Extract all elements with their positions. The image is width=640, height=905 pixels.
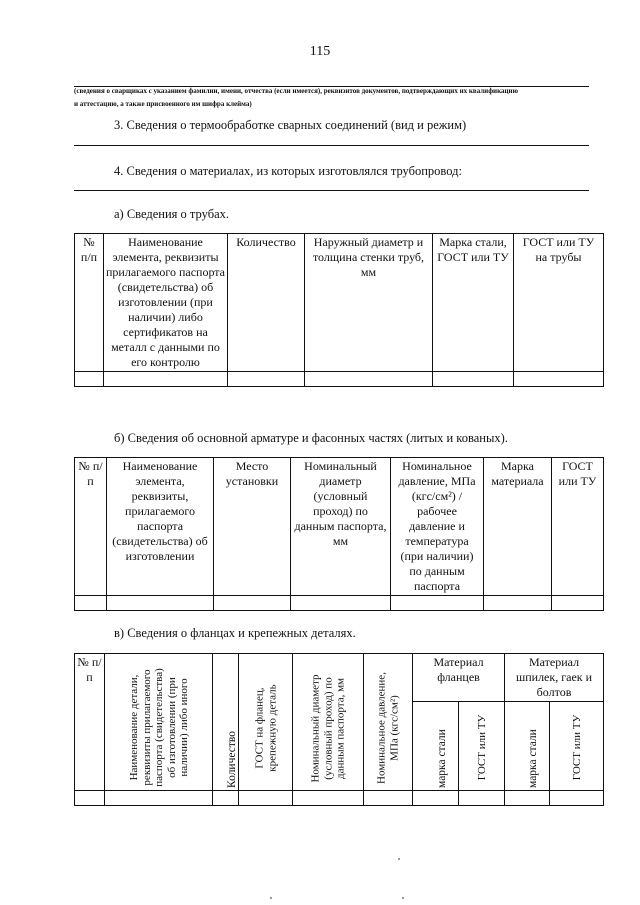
table-cell[interactable] xyxy=(105,791,213,806)
table-row xyxy=(75,596,604,611)
fittings-table xyxy=(74,457,604,611)
table-cell[interactable] xyxy=(391,596,484,611)
flanges-sub-fastener-gost xyxy=(550,702,604,791)
flanges-sub-fastener-steel xyxy=(505,702,550,791)
scan-speck xyxy=(398,858,400,860)
fittings-col-pressure: Номинальное давление, МПа (кгс/см²) / рабочее давление и температура (при наличии) по данным паспорта xyxy=(391,458,484,596)
fittings-header-row xyxy=(75,458,604,596)
table-cell[interactable] xyxy=(228,372,305,387)
page-number: 115 xyxy=(309,44,331,59)
table-cell[interactable] xyxy=(484,596,552,611)
table-cell[interactable] xyxy=(239,791,293,806)
flanges-sub-fastener-steel-text: марка стали xyxy=(527,729,540,788)
flanges-col-pressure-text: Номинальное давление, МПа (кгс/см²) xyxy=(375,672,400,784)
table-cell[interactable] xyxy=(75,372,104,387)
welders-caption-line2: и аттестацию, а также присвоенного им шифра клейма) xyxy=(74,100,252,108)
table-cell[interactable] xyxy=(552,596,604,611)
flanges-col-qty xyxy=(213,654,239,791)
flanges-col-name xyxy=(105,654,213,791)
flanges-sub-flange-gost xyxy=(459,702,505,791)
table-row xyxy=(75,372,604,387)
table-cell[interactable] xyxy=(75,791,105,806)
flanges-col-pressure xyxy=(364,654,413,791)
table-cell[interactable] xyxy=(107,596,214,611)
flanges-sub-flange-gost-text: ГОСТ или ТУ xyxy=(475,714,488,780)
flanges-sub-fastener-gost-text: ГОСТ или ТУ xyxy=(570,714,583,780)
scan-speck xyxy=(270,897,272,899)
table-cell[interactable] xyxy=(305,372,433,387)
flanges-col-qty-text: Количество xyxy=(225,731,238,788)
pipes-col-steel: Марка стали, ГОСТ или ТУ xyxy=(433,234,514,372)
flanges-col-no: № п/п xyxy=(75,654,105,791)
pipes-col-qty: Количество xyxy=(228,234,305,372)
flanges-group-fastener-material: Материал шпилек, гаек и болтов xyxy=(505,654,604,702)
table-cell[interactable] xyxy=(505,791,550,806)
table-cell[interactable] xyxy=(433,372,514,387)
fittings-heading: б) Сведения об основной арматуре и фасонных частях (литых и кованых). xyxy=(114,431,508,445)
table-cell[interactable] xyxy=(364,791,413,806)
section3-heading: 3. Сведения о термообработке сварных соединений (вид и режим) xyxy=(114,118,467,132)
flanges-col-diameter xyxy=(293,654,364,791)
fittings-col-diameter: Номинальный диаметр (условный проход) по данным паспорта, мм xyxy=(291,458,391,596)
pipes-col-gost: ГОСТ или ТУ на трубы xyxy=(514,234,604,372)
pipes-col-no: № п/п xyxy=(75,234,104,372)
table-cell[interactable] xyxy=(75,596,107,611)
table-cell[interactable] xyxy=(293,791,364,806)
flanges-sub-flange-steel xyxy=(413,702,459,791)
section4-heading: 4. Сведения о материалах, из которых изготовлялся трубопровод: xyxy=(114,164,462,178)
table-row xyxy=(75,791,604,806)
table-cell[interactable] xyxy=(550,791,604,806)
pipes-header-row xyxy=(75,234,604,372)
table-cell[interactable] xyxy=(459,791,505,806)
flanges-heading: в) Сведения о фланцах и крепежных деталях. xyxy=(114,626,356,640)
section4-fill-line xyxy=(74,190,589,191)
table-cell[interactable] xyxy=(291,596,391,611)
flanges-table xyxy=(74,653,604,806)
section3-fill-line xyxy=(74,145,589,146)
flanges-sub-flange-steel-text: марка стали xyxy=(435,729,448,788)
flanges-col-gost-flange-text: ГОСТ на фланец, крепежную деталь xyxy=(253,684,278,772)
fittings-col-gost: ГОСТ или ТУ xyxy=(552,458,604,596)
table-cell[interactable] xyxy=(514,372,604,387)
flanges-col-gost-flange xyxy=(239,654,293,791)
fittings-col-no: № п/п xyxy=(75,458,107,596)
pipes-table xyxy=(74,233,604,387)
scan-speck xyxy=(402,897,404,899)
welders-caption-line1: (сведения о сварщиках с указанием фамилии, имени, отчества (если имеется), реквизитов документов, подтверждающих их квалификацию xyxy=(74,87,518,95)
flanges-col-diameter-text: Номинальный диаметр (условный проход) по данным паспорта, мм xyxy=(309,673,347,783)
pipes-col-name: Наименование элемента, реквизиты прилагаемого паспорта (свидетельства) об изготовлении (при наличии) либо сертификатов на металл с данными по его контролю xyxy=(104,234,228,372)
table-cell[interactable] xyxy=(413,791,459,806)
flanges-header-row-1 xyxy=(75,654,604,702)
fittings-col-location: Место установки xyxy=(214,458,291,596)
table-cell[interactable] xyxy=(214,596,291,611)
flanges-col-name-text: Наименование детали, реквизиты прилагаемого паспорта (свидетельства) об изготовлении (при наличии) либо иного xyxy=(127,667,190,787)
fittings-col-name: Наименование элемента, реквизиты, прилагаемого паспорта (свидетельства) об изготовлении xyxy=(107,458,214,596)
fittings-col-material: Марка материала xyxy=(484,458,552,596)
pipes-col-diameter: Наружный диаметр и толщина стенки труб, мм xyxy=(305,234,433,372)
flanges-group-flange-material: Материал фланцев xyxy=(413,654,505,702)
pipes-heading: а) Сведения о трубах. xyxy=(114,207,229,221)
table-cell[interactable] xyxy=(213,791,239,806)
table-cell[interactable] xyxy=(104,372,228,387)
